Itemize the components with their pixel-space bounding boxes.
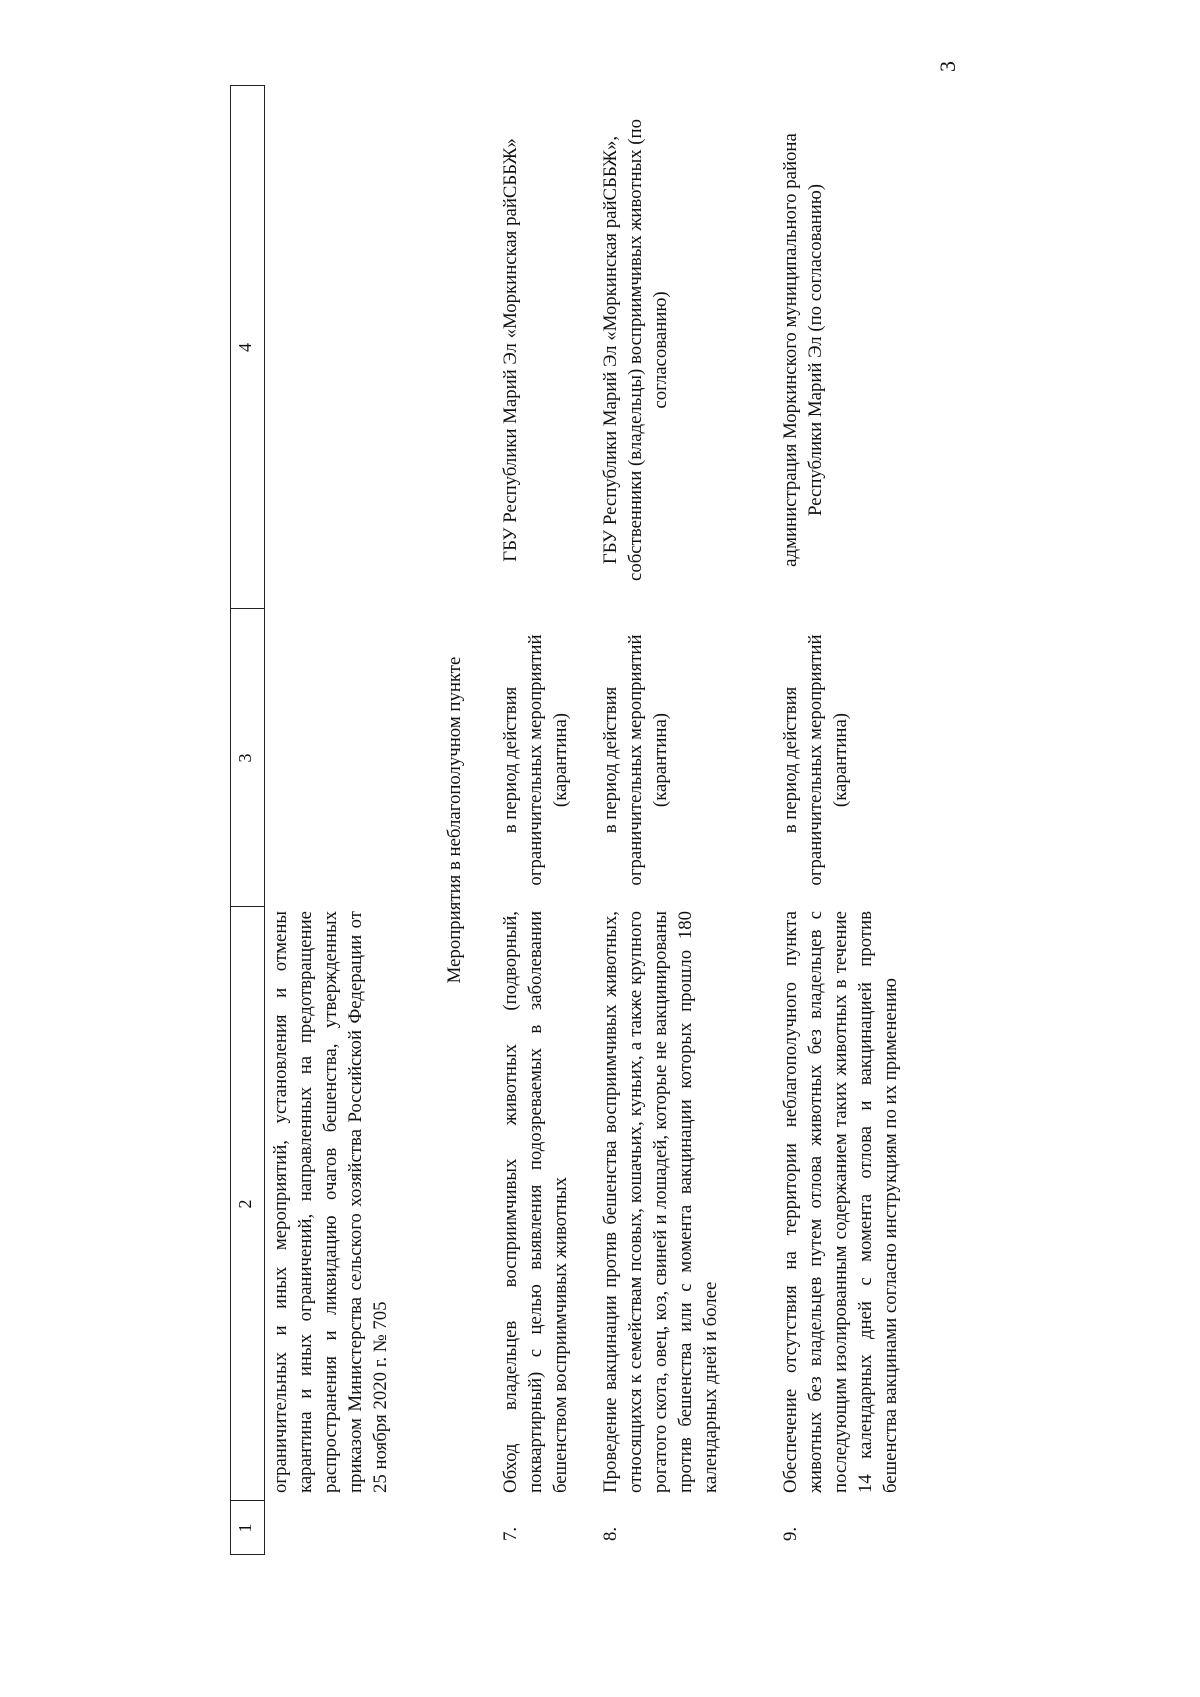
header-col-4: 4 <box>235 343 255 352</box>
row-measure: Обеспечение отсутствия на территории неблагополучного пункта животных без владельцев путем отлова животных без владельцев с последующим изолированным содержанием таких животных в течение 14 календарных дней с момента отлова и вакцинацией против бешенства вакцинами согласно инструкциям по их применению <box>780 911 901 1493</box>
measures-table <box>230 85 930 1555</box>
row-number: 9. <box>780 1526 801 1541</box>
row-responsible: администрация Моркинского муниципального района Республики Марий Эл (по согласованию) <box>780 133 826 567</box>
row-responsible: ГБУ Республики Марий Эл «Моркинская райСББЖ», собственники (владельцы) восприимчивых животных (по согласованию) <box>600 119 671 581</box>
row-measure: Проведение вакцинации против бешенства восприимчивых животных, относящихся к семействам псовых, кошачьих, куньих, а также крупного рогатого скота, овец, коз, свиней и лошадей, которые не вакцинированы против бешенства или с момента вакцинации которых прошло 180 календарных дней и более <box>600 911 721 1493</box>
row-period: в период действия ограничительных мероприятий (карантина) <box>500 634 571 886</box>
section-title: Мероприятия в неблагополучном пункте <box>444 656 465 984</box>
header-col-1: 1 <box>235 1523 255 1533</box>
header-col-2: 2 <box>235 1199 255 1209</box>
row-responsible: ГБУ Республики Марий Эл «Моркинская райСББЖ» <box>500 138 521 562</box>
header-col-3: 3 <box>235 753 255 763</box>
row-number: 7. <box>500 1526 521 1541</box>
header-bottom-border <box>264 85 265 1555</box>
row-number: 8. <box>600 1526 621 1541</box>
row-period: в период действия ограничительных мероприятий (карантина) <box>600 634 671 886</box>
page-number: 3 <box>935 61 960 72</box>
row-measure: Обход владельцев восприимчивых животных (подворный, поквартирный) с целью выявления подозреваемых в заболевании бешенством восприимчивых животных <box>500 911 571 1493</box>
table-top-border <box>230 85 231 1555</box>
continuation-text: ограничительных и иных мероприятий, установления и отмены карантина и иных ограничений, направленных на предотвращение распространения и ликвидацию очагов бешенства, утвержденных приказом Министерства сельского хозяйства Российской Федерации от 25 ноября 2020 г. № 705 <box>270 911 391 1493</box>
row-period: в период действия ограничительных мероприятий (карантина) <box>780 634 851 886</box>
